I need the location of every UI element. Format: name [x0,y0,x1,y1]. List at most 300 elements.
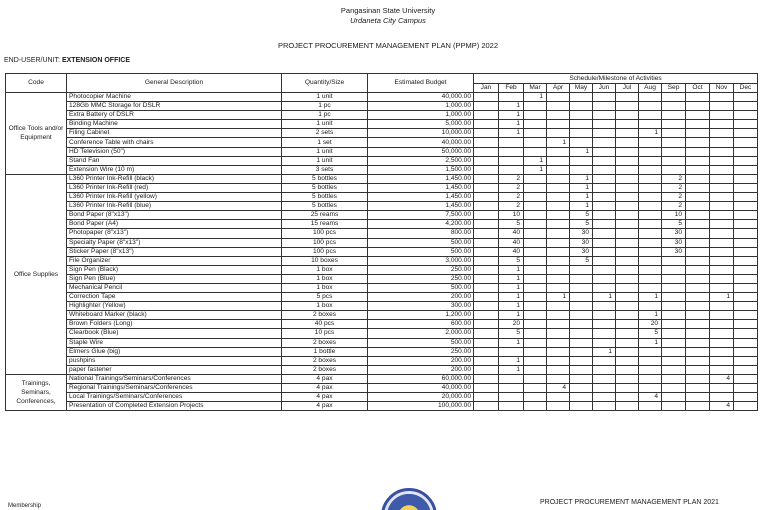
schedule-cell-may [570,111,593,120]
schedule-cell-jul [616,138,639,147]
schedule-cell-aug [639,256,662,265]
schedule-cell-jan [474,356,499,365]
description-cell: Sign Pen (Black) [67,265,282,274]
budget-cell: 200.00 [368,293,474,302]
schedule-cell-dec [734,211,758,220]
schedule-cell-sep [662,156,686,165]
description-cell: Bond Paper (A4) [67,220,282,229]
schedule-cell-apr [547,356,570,365]
schedule-cell-oct [686,220,710,229]
schedule-cell-mar [524,283,547,292]
schedule-cell-apr [547,202,570,211]
schedule-cell-dec [734,338,758,347]
schedule-cell-dec [734,193,758,202]
schedule-cell-dec [734,102,758,111]
month-header-jun: Jun [593,84,616,93]
schedule-cell-nov [710,174,734,183]
schedule-cell-jun [593,202,616,211]
schedule-cell-sep: 5 [662,220,686,229]
schedule-cell-oct [686,256,710,265]
schedule-cell-apr [547,238,570,247]
table-row [6,138,758,147]
ppmp-table-body [6,93,758,411]
schedule-cell-mar [524,102,547,111]
schedule-cell-nov [710,329,734,338]
schedule-cell-mar [524,111,547,120]
schedule-cell-sep [662,320,686,329]
schedule-cell-apr [547,329,570,338]
description-cell: Photocopier Machine [67,93,282,102]
description-cell: Photopaper (8"x13") [67,229,282,238]
schedule-cell-dec [734,365,758,374]
schedule-cell-apr [547,311,570,320]
schedule-cell-mar: 1 [524,93,547,102]
schedule-cell-jan [474,302,499,311]
schedule-cell-apr [547,129,570,138]
month-header-jul: Jul [616,84,639,93]
schedule-cell-apr [547,393,570,402]
schedule-cell-jul [616,174,639,183]
schedule-cell-apr [547,102,570,111]
quantity-cell: 4 pax [282,384,368,393]
schedule-cell-jan [474,402,499,411]
budget-cell: 7,500.00 [368,211,474,220]
schedule-cell-mar [524,293,547,302]
schedule-cell-aug [639,220,662,229]
description-cell: National Trainings/Seminars/Conferences [67,374,282,383]
schedule-cell-jun [593,265,616,274]
table-row [6,156,758,165]
table-row [6,220,758,229]
quantity-cell: 100 pcs [282,229,368,238]
schedule-cell-apr [547,111,570,120]
schedule-cell-may [570,102,593,111]
schedule-cell-oct [686,183,710,192]
schedule-cell-mar [524,238,547,247]
schedule-cell-jan [474,338,499,347]
schedule-cell-sep: 30 [662,238,686,247]
schedule-cell-sep [662,129,686,138]
schedule-cell-nov [710,165,734,174]
schedule-cell-mar [524,329,547,338]
budget-cell: 40,000.00 [368,93,474,102]
schedule-cell-may [570,311,593,320]
schedule-cell-nov [710,365,734,374]
plan-title: PROJECT PROCUREMENT MANAGEMENT PLAN (PPMP) 2022 [277,41,499,50]
schedule-cell-may [570,129,593,138]
quantity-cell: 1 bottle [282,347,368,356]
schedule-cell-dec [734,265,758,274]
table-row [6,174,758,183]
schedule-cell-jul [616,338,639,347]
quantity-cell: 2 boxes [282,356,368,365]
schedule-cell-sep [662,138,686,147]
description-cell: HD Television (50") [67,147,282,156]
schedule-cell-oct [686,193,710,202]
schedule-cell-jan [474,393,499,402]
schedule-cell-nov [710,338,734,347]
schedule-cell-sep: 2 [662,174,686,183]
description-cell: Filing Cabinet [67,129,282,138]
schedule-cell-mar [524,129,547,138]
schedule-cell-oct [686,338,710,347]
schedule-cell-mar [524,202,547,211]
ppmp-table [5,73,758,411]
schedule-cell-sep [662,93,686,102]
schedule-cell-jan [474,329,499,338]
description-cell: Whiteboard Marker (black) [67,311,282,320]
schedule-cell-may [570,356,593,365]
schedule-cell-sep [662,347,686,356]
schedule-cell-mar: 1 [524,156,547,165]
description-cell: L360 Printer Ink-Refill (blue) [67,202,282,211]
budget-cell: 60,000.00 [368,374,474,383]
description-cell: pushpins [67,356,282,365]
schedule-cell-mar [524,384,547,393]
quantity-cell: 10 pcs [282,329,368,338]
schedule-cell-oct [686,293,710,302]
table-row [6,129,758,138]
schedule-cell-may [570,156,593,165]
schedule-cell-jun: 1 [593,293,616,302]
schedule-cell-nov [710,147,734,156]
schedule-cell-jan [474,138,499,147]
end-user-label: END-USER/UNIT: [4,57,61,64]
schedule-cell-aug [639,374,662,383]
schedule-cell-sep [662,293,686,302]
schedule-cell-dec [734,347,758,356]
schedule-cell-jul [616,93,639,102]
schedule-cell-may [570,329,593,338]
table-row [6,93,758,102]
schedule-cell-jun [593,356,616,365]
schedule-cell-nov [710,129,734,138]
schedule-cell-aug [639,174,662,183]
table-row [6,402,758,411]
schedule-cell-feb: 5 [499,329,524,338]
schedule-cell-oct [686,393,710,402]
schedule-cell-sep: 10 [662,211,686,220]
table-row [6,165,758,174]
schedule-cell-mar [524,338,547,347]
schedule-cell-mar [524,220,547,229]
schedule-cell-apr [547,193,570,202]
description-cell: Regional Trainings/Seminars/Conferences [67,384,282,393]
schedule-cell-mar [524,402,547,411]
description-cell: L360 Printer Ink-Refill (yellow) [67,193,282,202]
schedule-cell-oct [686,147,710,156]
schedule-cell-feb [499,384,524,393]
budget-cell: 1,450.00 [368,202,474,211]
description-cell: Specialty Paper (8"x13") [67,238,282,247]
category-code-cell: Office Supplies [6,174,67,374]
schedule-cell-jul [616,283,639,292]
schedule-cell-feb: 1 [499,302,524,311]
quantity-cell: 2 boxes [282,311,368,320]
schedule-cell-aug [639,384,662,393]
table-row [6,211,758,220]
schedule-cell-nov [710,138,734,147]
schedule-cell-nov [710,265,734,274]
schedule-cell-nov [710,111,734,120]
schedule-cell-dec [734,374,758,383]
schedule-cell-oct [686,384,710,393]
schedule-cell-sep [662,111,686,120]
schedule-cell-oct [686,265,710,274]
university-seal [381,488,437,510]
budget-cell: 2,500.00 [368,156,474,165]
schedule-cell-jan [474,202,499,211]
table-row [6,293,758,302]
schedule-cell-aug [639,120,662,129]
schedule-cell-jun [593,183,616,192]
schedule-cell-jul [616,120,639,129]
description-cell: Extra Battery of DSLR [67,111,282,120]
schedule-cell-mar [524,393,547,402]
schedule-cell-apr [547,156,570,165]
quantity-cell: 2 boxes [282,365,368,374]
schedule-cell-oct [686,356,710,365]
schedule-cell-oct [686,202,710,211]
schedule-cell-may: 5 [570,220,593,229]
schedule-cell-aug: 5 [639,329,662,338]
schedule-cell-dec [734,329,758,338]
schedule-cell-sep [662,356,686,365]
schedule-cell-feb: 2 [499,193,524,202]
schedule-cell-jul [616,129,639,138]
schedule-cell-may: 1 [570,202,593,211]
schedule-cell-nov [710,220,734,229]
schedule-cell-nov [710,347,734,356]
month-header-apr: Apr [547,84,570,93]
schedule-cell-aug [639,183,662,192]
schedule-cell-may [570,374,593,383]
schedule-cell-nov [710,247,734,256]
schedule-cell-jul [616,256,639,265]
schedule-cell-sep [662,283,686,292]
schedule-cell-jan [474,129,499,138]
quantity-cell: 5 bottles [282,193,368,202]
schedule-cell-aug [639,247,662,256]
schedule-cell-jan [474,274,499,283]
schedule-cell-nov [710,93,734,102]
table-row [6,193,758,202]
schedule-cell-may [570,384,593,393]
schedule-cell-dec [734,320,758,329]
schedule-cell-may [570,402,593,411]
schedule-cell-jun [593,247,616,256]
schedule-cell-jan [474,347,499,356]
table-row [6,283,758,292]
budget-cell: 250.00 [368,265,474,274]
month-header-may: May [570,84,593,93]
schedule-cell-aug [639,211,662,220]
description-cell: Extension Wire (10 m) [67,165,282,174]
schedule-cell-jul [616,402,639,411]
schedule-cell-apr [547,320,570,329]
schedule-cell-jun [593,165,616,174]
schedule-cell-sep [662,402,686,411]
schedule-cell-jun [593,120,616,129]
schedule-cell-jan [474,238,499,247]
schedule-cell-jul [616,320,639,329]
schedule-cell-apr [547,347,570,356]
description-cell: paper fastener [67,365,282,374]
schedule-cell-jan [474,229,499,238]
schedule-cell-sep: 30 [662,247,686,256]
schedule-cell-feb: 10 [499,211,524,220]
month-header-nov: Nov [710,84,734,93]
schedule-cell-nov: 1 [710,293,734,302]
schedule-cell-sep [662,338,686,347]
schedule-cell-jul [616,220,639,229]
schedule-cell-jun: 1 [593,347,616,356]
schedule-cell-aug [639,229,662,238]
table-row [6,247,758,256]
schedule-cell-sep [662,165,686,174]
table-row [6,356,758,365]
schedule-cell-apr [547,302,570,311]
schedule-cell-sep [662,256,686,265]
schedule-cell-dec [734,283,758,292]
schedule-cell-oct [686,165,710,174]
schedule-cell-oct [686,138,710,147]
schedule-cell-aug [639,238,662,247]
quantity-cell: 3 sets [282,165,368,174]
budget-cell: 2,000.00 [368,329,474,338]
description-cell: Binding Machine [67,120,282,129]
description-cell: Stand Fan [67,156,282,165]
schedule-cell-aug: 1 [639,338,662,347]
table-row [6,393,758,402]
schedule-cell-mar [524,274,547,283]
code-header: Code [6,74,67,93]
schedule-cell-mar [524,247,547,256]
schedule-cell-may: 1 [570,183,593,192]
budget-cell: 200.00 [368,356,474,365]
schedule-cell-nov: 4 [710,402,734,411]
schedule-cell-jan [474,220,499,229]
description-header: General Description [67,74,282,93]
budget-cell: 3,000.00 [368,256,474,265]
schedule-cell-jul [616,165,639,174]
schedule-cell-oct [686,311,710,320]
schedule-cell-jul [616,329,639,338]
table-row [6,329,758,338]
schedule-cell-dec [734,147,758,156]
quantity-cell: 100 pcs [282,238,368,247]
schedule-cell-nov [710,202,734,211]
table-row [6,256,758,265]
schedule-cell-oct [686,347,710,356]
budget-cell: 1,000.00 [368,102,474,111]
schedule-cell-feb [499,138,524,147]
description-cell: Presentation of Completed Extension Projects [67,402,282,411]
table-row [6,384,758,393]
schedule-cell-jun [593,238,616,247]
schedule-cell-jun [593,338,616,347]
category-code-cell: Office Tools and/or Equipment [6,93,67,175]
schedule-cell-nov [710,274,734,283]
schedule-cell-nov [710,156,734,165]
schedule-cell-jan [474,174,499,183]
schedule-cell-nov [710,193,734,202]
schedule-cell-may [570,93,593,102]
schedule-cell-apr [547,93,570,102]
description-cell: Bond Paper (8"x13") [67,211,282,220]
description-cell: File Organizer [67,256,282,265]
schedule-cell-jan [474,93,499,102]
schedule-cell-jul [616,229,639,238]
schedule-cell-apr [547,402,570,411]
budget-cell: 20,000.00 [368,393,474,402]
schedule-cell-aug [639,283,662,292]
table-row [6,347,758,356]
quantity-cell: 15 reams [282,220,368,229]
schedule-cell-nov [710,283,734,292]
schedule-cell-sep [662,384,686,393]
schedule-cell-dec [734,229,758,238]
schedule-cell-jan [474,283,499,292]
schedule-cell-feb: 1 [499,293,524,302]
schedule-cell-jan [474,311,499,320]
description-cell: Sticker Paper (8"x13") [67,247,282,256]
quantity-cell: 1 set [282,138,368,147]
schedule-cell-sep [662,120,686,129]
budget-header: Estimated Budget [368,74,474,93]
quantity-cell: 100 pcs [282,247,368,256]
schedule-cell-dec [734,93,758,102]
schedule-cell-feb [499,165,524,174]
schedule-cell-feb [499,402,524,411]
schedule-cell-mar [524,365,547,374]
schedule-cell-jul [616,374,639,383]
schedule-cell-oct [686,238,710,247]
schedule-cell-oct [686,329,710,338]
schedule-cell-jan [474,102,499,111]
schedule-cell-aug [639,265,662,274]
schedule-cell-nov [710,393,734,402]
table-row [6,338,758,347]
budget-cell: 1,450.00 [368,193,474,202]
schedule-cell-apr [547,283,570,292]
month-header-aug: Aug [639,84,662,93]
schedule-cell-jul [616,265,639,274]
schedule-cell-mar [524,265,547,274]
schedule-cell-aug [639,402,662,411]
schedule-cell-jan [474,320,499,329]
schedule-cell-aug [639,356,662,365]
schedule-cell-may [570,320,593,329]
schedule-cell-aug: 20 [639,320,662,329]
description-cell: Clearbook (Blue) [67,329,282,338]
schedule-cell-oct [686,129,710,138]
description-cell: Correction Tape [67,293,282,302]
table-row [6,274,758,283]
schedule-cell-nov [710,183,734,192]
budget-cell: 1,450.00 [368,174,474,183]
schedule-cell-feb: 1 [499,338,524,347]
budget-cell: 200.00 [368,365,474,374]
schedule-cell-aug: 1 [639,293,662,302]
schedule-cell-nov [710,256,734,265]
schedule-cell-aug [639,202,662,211]
schedule-cell-mar [524,211,547,220]
schedule-cell-sep [662,147,686,156]
schedule-cell-may [570,347,593,356]
schedule-cell-jul [616,147,639,156]
schedule-cell-dec [734,274,758,283]
